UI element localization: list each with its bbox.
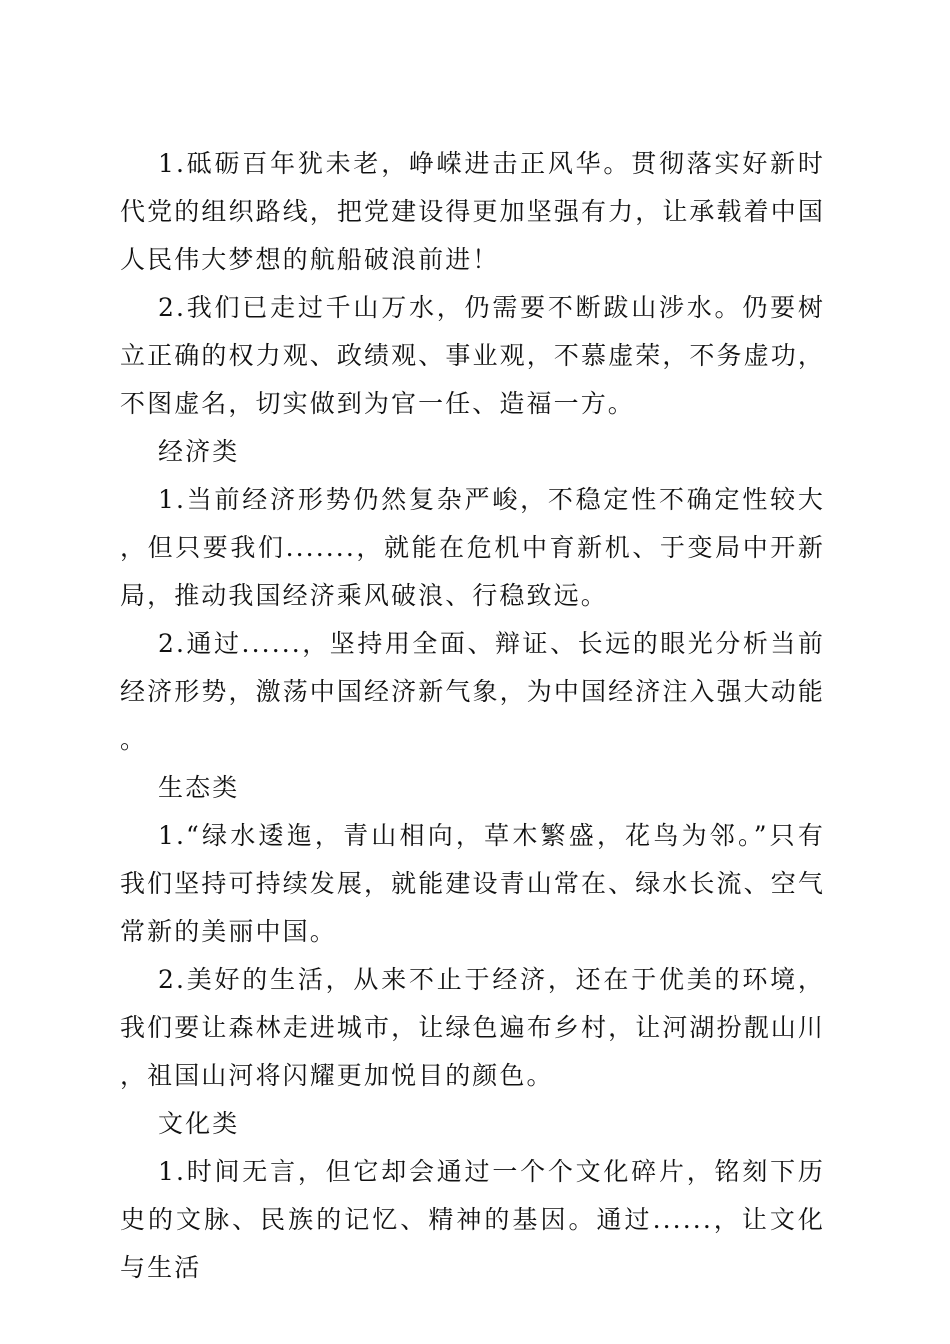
- document-body: [120, 140, 825, 1292]
- paragraph-ecology-1: 1.“绿水逶迤，青山相向，草木繁盛，花鸟为邻。”只有我们坚持可持续发展，就能建设青山常在、绿水长流、空气常新的美丽中国。: [120, 821, 825, 946]
- section-heading-economy: 经济类: [158, 437, 240, 466]
- paragraph-intro-1: 1.砥砺百年犹未老，峥嵘进击正风华。贯彻落实好新时代党的组织路线，把党建设得更加坚强有力，让承载着中国人民伟大梦想的航船破浪前进！: [120, 149, 825, 274]
- paragraph-economy-2: 2.通过......，坚持用全面、辩证、长远的眼光分析当前经济形势，激荡中国经济新气象，为中国经济注入强大动能。: [120, 629, 825, 754]
- section-heading-culture: 文化类: [158, 1109, 240, 1138]
- paragraph-intro-2: 2.我们已走过千山万水，仍需要不断跋山涉水。仍要树立正确的权力观、政绩观、事业观，不慕虚荣，不务虚功，不图虚名，切实做到为官一任、造福一方。: [120, 293, 825, 418]
- paragraph-ecology-2: 2.美好的生活，从来不止于经济，还在于优美的环境，我们要让森林走进城市，让绿色遍布乡村，让河湖扮靓山川，祖国山河将闪耀更加悦目的颜色。: [120, 965, 825, 1090]
- paragraph-economy-1: 1.当前经济形势仍然复杂严峻，不稳定性不确定性较大，但只要我们.......，就能在危机中育新机、于变局中开新局，推动我国经济乘风破浪、行稳致远。: [120, 485, 825, 610]
- section-heading-ecology: 生态类: [158, 773, 240, 802]
- paragraph-culture-1: 1.时间无言，但它却会通过一个个文化碎片，铭刻下历史的文脉、民族的记忆、精神的基因。通过......，让文化与生活: [120, 1157, 825, 1282]
